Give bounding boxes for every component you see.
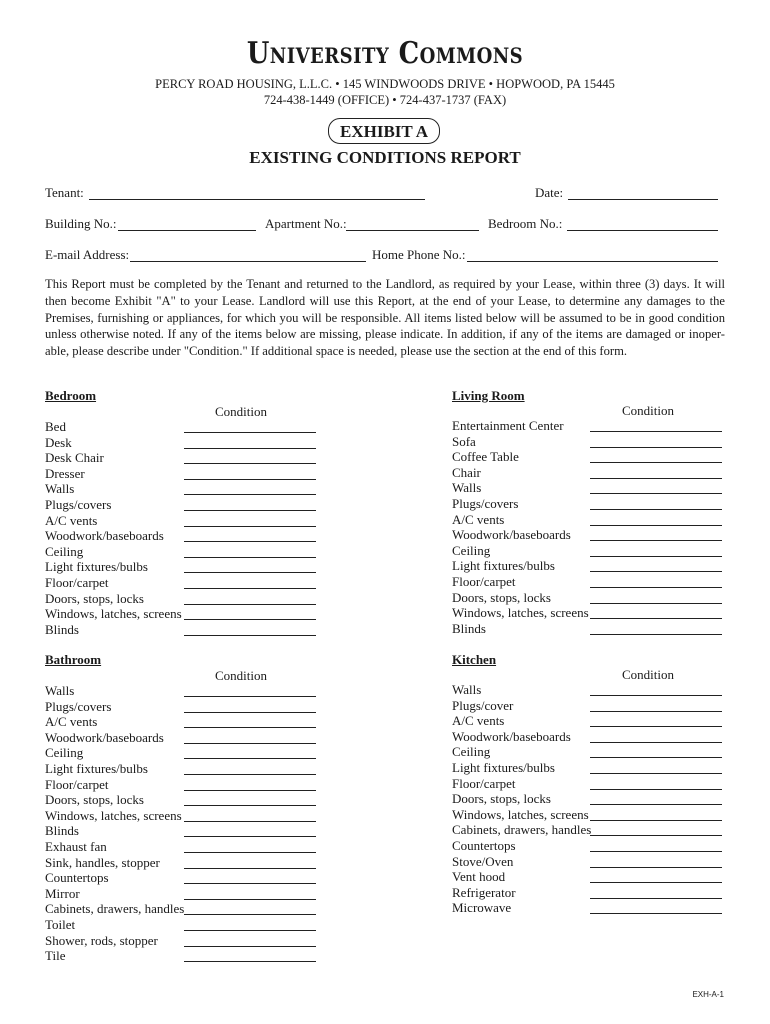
condition-field[interactable] [184,525,316,527]
checklist-item-label: Woodwork/baseboards [45,729,164,745]
checklist-item-label: Windows, latches, screens [452,806,589,822]
checklist-item-label: Plugs/covers [45,497,112,512]
condition-field[interactable] [590,694,722,696]
checklist-item-label: Walls [452,480,482,496]
instructions-paragraph: This Report must be completed by the Tenant and returned to the Landlord, as required by your Lease, within three (3) days. It will then become Exhibit "A" to your Lease. Landlord will use this Report, at the end of your Lease, to determine any damages to the Premises, furnishing or appliances, for which you will be responsible. All items listed below will be assumed to be in good condition unless otherwise noted. If any of the items below are missing, please indicate. In addition, if any of the items are damaged or inoper-able, please describe under "Condition." If additional space is needed, please use the section at the end of this form. [45,277,725,359]
phone-line: 724-438-1449 (OFFICE) • 724-437-1737 (FAX) [263,93,507,107]
checklist-item-label: Cabinets, drawers, handles [45,901,185,917]
checklist-item-label: Blinds [45,823,79,839]
condition-field[interactable] [184,447,316,449]
company-title: University Commons [246,36,524,71]
checklist-item-label: Walls [45,683,75,698]
condition-field[interactable] [184,898,316,900]
condition-field[interactable] [590,446,722,448]
condition-field[interactable] [590,430,722,432]
home-phone-label: Home Phone No.: [372,247,466,262]
condition-field[interactable] [184,945,316,947]
condition-field[interactable] [590,461,722,463]
condition-field[interactable] [184,540,316,542]
checklist-item-label: A/C vents [45,714,98,730]
checklist-item-label: Dresser [45,465,85,481]
checklist-item-label: Light fixtures/bulbs [45,761,148,776]
checklist-item-label: Refrigerator [452,884,516,900]
condition-field[interactable] [184,929,316,931]
condition-field[interactable] [184,726,316,728]
condition-field[interactable] [590,617,722,619]
condition-field[interactable] [184,478,316,480]
checklist-item-label: Windows, latches, screens [452,605,589,621]
checklist-item-label: Walls [452,682,482,697]
condition-field[interactable] [590,850,722,852]
condition-field[interactable] [184,618,316,620]
condition-field[interactable] [184,634,316,636]
checklist-item-label: Exhaust fan [45,839,107,854]
checklist-item-label: Ceiling [45,745,84,761]
checklist-item-label: Plugs/covers [45,698,112,714]
checklist-item-label: Doors, stops, locks [45,590,144,606]
living-room-title: Living Room [452,388,525,403]
checklist-item-label: Sink, handles, stopper [45,854,160,870]
condition-field[interactable] [590,586,722,588]
condition-field[interactable] [590,477,722,479]
condition-field[interactable] [590,539,722,541]
apartment-field[interactable] [346,229,479,231]
checklist-item-label: Floor/carpet [45,575,109,590]
checklist-item-label: Blinds [45,621,79,637]
checklist-item-label: Light fixtures/bulbs [45,559,148,575]
checklist-item-label: Coffee Table [452,449,519,465]
checklist-item-label: Ceiling [452,542,491,558]
checklist-item-label: Doors, stops, locks [45,792,144,808]
condition-field[interactable] [590,492,722,494]
condition-field[interactable] [590,834,722,836]
home-phone-field[interactable] [467,260,718,262]
date-label: Date: [535,185,564,200]
checklist-item-label: Windows, latches, screens [45,606,182,622]
bathroom-title: Bathroom [45,652,102,667]
checklist-item-label: Walls [45,481,75,497]
living-room-condition-header: Condition [622,403,675,418]
checklist-item-label: Floor/carpet [452,775,516,791]
condition-field[interactable] [590,555,722,557]
checklist-item-label: Desk [45,434,72,450]
condition-field[interactable] [184,695,316,697]
condition-field[interactable] [184,556,316,558]
condition-field[interactable] [590,524,722,526]
checklist-item-label: Ceiling [452,744,491,760]
condition-field[interactable] [184,493,316,495]
checklist-item-label: Light fixtures/bulbs [452,760,555,775]
condition-field[interactable] [184,742,316,744]
condition-field[interactable] [184,462,316,464]
condition-field[interactable] [590,710,722,712]
condition-field[interactable] [184,804,316,806]
condition-field[interactable] [590,912,722,914]
checklist-item-label: Light fixtures/bulbs [452,558,555,574]
bedroom-label: Bedroom No.: [488,216,563,231]
exhibit-badge: EXHIBIT A [328,118,440,144]
checklist-item-label: Windows, latches, screens [45,807,182,823]
checklist-item-label: Floor/carpet [45,776,109,792]
checklist-item-label: Ceiling [45,543,84,559]
condition-field[interactable] [184,867,316,869]
checklist-item-label: A/C vents [452,713,505,729]
bedroom-condition-header: Condition [215,404,268,419]
checklist-item-label: Floor/carpet [452,574,516,589]
checklist-item-label: Plugs/cover [452,697,514,713]
condition-field[interactable] [184,773,316,775]
checklist-item-label: Stove/Oven [452,853,514,869]
checklist-item-label: Woodwork/baseboards [452,728,571,744]
email-field[interactable] [130,260,366,262]
checklist-item-label: Doors, stops, locks [452,791,551,807]
address-line: PERCY ROAD HOUSING, L.L.C. • 145 WINDWOODS DRIVE • HOPWOOD, PA 15445 [155,77,615,91]
checklist-item-label: Blinds [452,620,486,636]
condition-field[interactable] [590,772,722,774]
condition-field[interactable] [184,835,316,837]
date-field[interactable] [568,198,718,200]
checklist-item-label: Desk Chair [45,450,104,466]
checklist-item-label: Chair [452,464,481,480]
condition-field[interactable] [184,587,316,589]
condition-field[interactable] [590,788,722,790]
report-title: EXISTING CONDITIONS REPORT [249,148,521,167]
checklist-item-label: Countertops [45,870,109,886]
condition-field[interactable] [184,789,316,791]
condition-field[interactable] [184,851,316,853]
building-label: Building No.: [45,216,117,231]
checklist-item-label: Plugs/covers [452,496,519,511]
building-field[interactable] [118,229,256,231]
condition-field[interactable] [590,570,722,572]
condition-field[interactable] [590,602,722,604]
checklist-item-label: Bed [45,419,66,434]
checklist-item-label: Doors, stops, locks [452,589,551,605]
condition-field[interactable] [590,741,722,743]
email-label: E-mail Address: [45,247,130,262]
condition-field[interactable] [184,711,316,713]
condition-field[interactable] [590,725,722,727]
condition-field[interactable] [590,866,722,868]
condition-field[interactable] [184,603,316,605]
checklist-item-label: Toilet [45,917,76,932]
condition-field[interactable] [590,881,722,883]
checklist-item-label: Sofa [452,433,476,449]
condition-field[interactable] [184,913,316,915]
checklist-item-label: Woodwork/baseboards [45,528,164,544]
form-code: EXH-A-1 [692,990,724,999]
bedroom-field[interactable] [567,229,718,231]
kitchen-condition-header: Condition [622,667,675,682]
condition-field[interactable] [184,431,316,433]
condition-field[interactable] [184,757,316,759]
condition-field[interactable] [590,897,722,899]
condition-field[interactable] [184,571,316,573]
kitchen-title: Kitchen [452,652,497,667]
checklist-item-label: Vent hood [452,869,506,885]
condition-field[interactable] [184,882,316,884]
checklist-item-label: Countertops [452,838,516,853]
checklist-item-label: Tile [45,948,66,964]
tenant-label: Tenant: [45,185,84,200]
bedroom-title: Bedroom [45,388,97,403]
checklist-item-label: A/C vents [45,512,98,528]
checklist-item-label: Microwave [452,900,512,916]
checklist-item-label: Cabinets, drawers, handles [452,822,592,838]
tenant-field[interactable] [89,198,425,200]
condition-field[interactable] [590,756,722,758]
condition-field[interactable] [590,803,722,805]
checklist-item-label: Mirror [45,885,80,901]
condition-field[interactable] [184,509,316,511]
condition-field[interactable] [184,820,316,822]
condition-field[interactable] [590,819,722,821]
apartment-label: Apartment No.: [265,216,347,231]
checklist-item-label: A/C vents [452,511,505,527]
checklist-item-label: Entertainment Center [452,418,564,433]
checklist-item-label: Woodwork/baseboards [452,527,571,543]
condition-field[interactable] [590,633,722,635]
bathroom-condition-header: Condition [215,668,268,683]
checklist-item-label: Shower, rods, stopper [45,932,158,948]
condition-field[interactable] [590,508,722,510]
condition-field[interactable] [184,960,316,962]
